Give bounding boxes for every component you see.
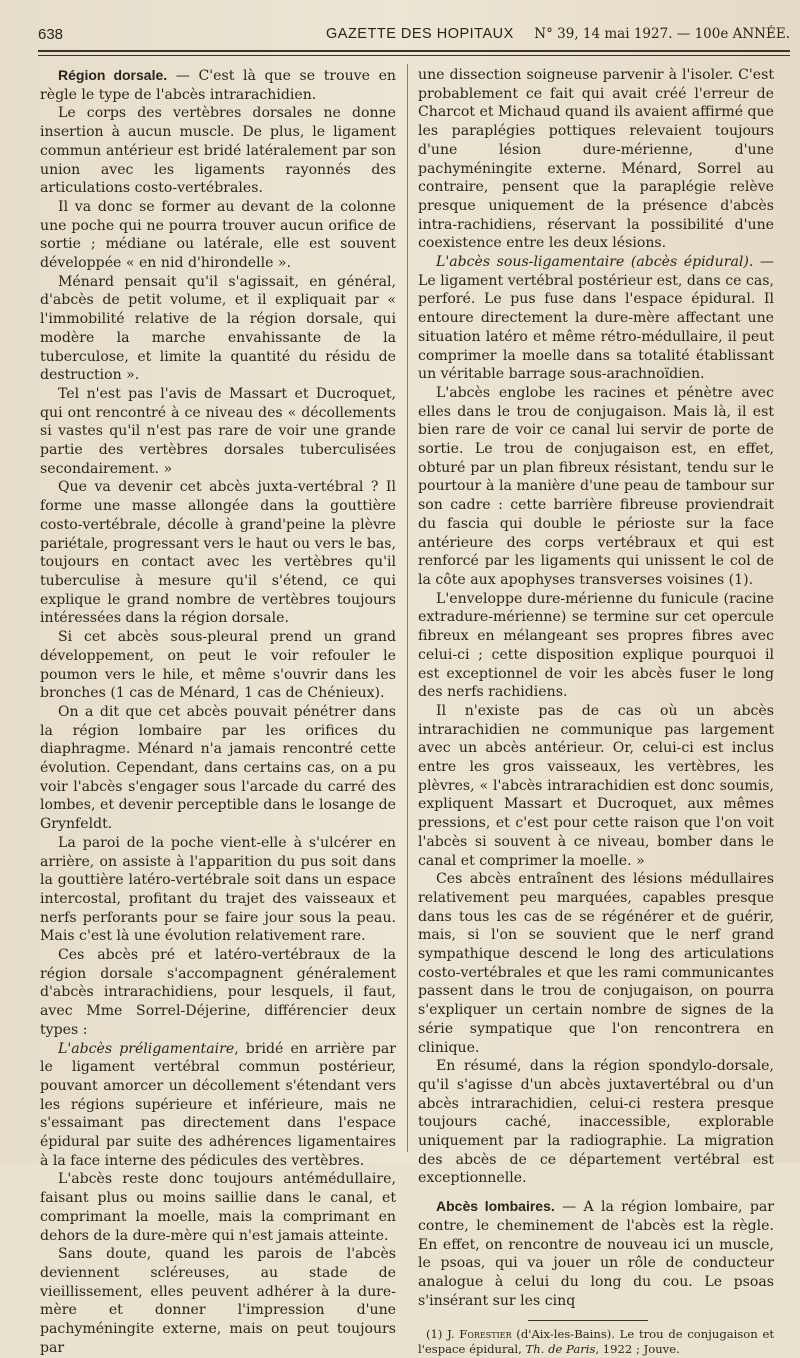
- section-heading: Région dorsale.: [58, 67, 168, 83]
- footnote: (1) J. Forestier (d'Aix-les-Bains). Le trou de conjugaison et l'espace épidural, Th. de Paris, 1922 ; Jouve.: [418, 1327, 774, 1357]
- paragraph: Sans doute, quand les parois de l'abcès deviennent scléreuses, au stade de vieillissement, elles peuvent adhérer à la dure-mère et donner l'impression d'une pachyméningite externe, mais on peut toujours par: [40, 1246, 396, 1356]
- paragraph: La paroi de la poche vient-elle à s'ulcérer en arrière, on assiste à l'apparition du pus soit dans la gouttière latéro-vertébrale soit dans un espace intercostal, profitant du trajet des vaisseaux et nerfs perforants pour se faire jour sous la peau. Mais c'est là une évolution relativement rare.: [40, 834, 396, 945]
- page-number: 638: [38, 26, 64, 43]
- paragraph: L'abcès englobe les racines et pénètre avec elles dans le trou de conjugaison. Mais là, il est bien rare de voir ce canal lui servir de porte de sortie. Le trou de conjugaison est, en effet, obturé par un plan fibreux résistant, tendu sur le pourtour à la manière d'une peau de tambour sur son cadre : cette barrière fibreuse proviendrait du fascia qui double le périoste sur la face antérieure des corps vertébraux et qui est renforcé par les ligaments qui unissent le col de la côte aux apophyses transverses voisines (1).: [418, 384, 774, 588]
- footnote-rule: [528, 1320, 648, 1321]
- section-heading: Abcès lombaires.: [436, 1198, 555, 1215]
- spacer: [418, 1188, 774, 1197]
- footnote-author: Forestier: [459, 1327, 512, 1342]
- paragraph: Région dorsale. — C'est là que se trouve en règle le type de l'abcès intrarachidien.: [40, 67, 396, 103]
- paragraph: Ménard pensait qu'il s'agissait, en général, d'abcès de petit volume, et il expliquait par « l'immobilité relative de la région dorsale, qui modère la marche envahissante de la tuberculose, et limite la quantité du résidu de destruction ».: [40, 273, 396, 384]
- paragraph: une dissection soigneuse parvenir à l'isoler. C'est probablement ce fait qui avait créé l'erreur de Charcot et Michaud quand ils avaient affirmé que les paraplégies pottiques relevaient toujours d'une lésion dure-mérienne, d'une pachyméningite externe. Ménard, Sorrel au contraire, pensent que la paraplégie relève presque uniquement de la présence d'abcès intra-rachidiens, réservant la possibilité d'une coexistence entre les deux lésions.: [418, 67, 774, 252]
- paragraph: Il va donc se former au devant de la colonne une poche qui ne pourra trouver aucun orifice de sortie ; médiane ou latérale, elle est souvent développée « en nid d'hirondelle ».: [40, 198, 396, 272]
- header-rule-thin: [38, 55, 790, 56]
- paragraph: En résumé, dans la région spondylo-dorsale, qu'il s'agisse d'un abcès juxtavertébral ou d'un abcès intrarachidien, celui-ci restera presque toujours caché, inaccessible, explorable uniquement par la radiographie. La migration des abcès de ce département vertébral est exceptionnelle.: [418, 1058, 774, 1187]
- right-column: [418, 66, 774, 1357]
- paragraph: L'enveloppe dure-mérienne du funicule (racine extradure-mérienne) se termine sur cet opercule fibreux en mélangeant ses propres fibres avec celui-ci ; cette disposition explique pourquoi il est exceptionnel de voir les abcès fuser le long des nerfs rachidiens.: [418, 590, 774, 701]
- journal-title: GAZETTE DES HOPITAUX: [326, 26, 514, 42]
- italic-heading: L'abcès sous-ligamentaire (abcès épidural).: [436, 254, 754, 271]
- header-rule: [38, 50, 790, 52]
- footnote-title: Th. de Paris: [525, 1342, 596, 1357]
- paragraph: Si cet abcès sous-pleural prend un grand développement, on peut le voir refouler le poumon vers le hile, et même s'ouvrir dans les bronches (1 cas de Ménard, 1 cas de Chénieux).: [40, 629, 396, 702]
- paragraph: Ces abcès pré et latéro-vertébraux de la région dorsale s'accompagnent généralement d'abcès intrarachidiens, pour lesquels, il faut, avec Mme Sorrel-Déjerine, différencier deux types :: [40, 947, 396, 1038]
- paragraph: Tel n'est pas l'avis de Massart et Ducroquet, qui ont rencontré à ce niveau des « décollements si vastes qu'il n'est pas rare de voir une grande partie des vertèbres dorsales tuberculisées secondairement. »: [40, 385, 396, 477]
- paragraph: Le corps des vertèbres dorsales ne donne insertion à aucun muscle. De plus, le ligament commun antérieur est bridé latéralement par son union avec les ligaments rayonnés des articulations costo-vertébrales.: [40, 105, 396, 197]
- paragraph: Que va devenir cet abcès juxta-vertébral ? Il forme une masse allongée dans la gouttière costo-vertébrale, décolle à grand'peine la plèvre pariétale, progressant vers le haut ou vers le bas, toujours en contact avec les vertèbres qu'il tuberculise à mesure qu'il s'étend, ce qui explique le grand nombre de vertèbres toujours intéressées dans la région dorsale.: [40, 479, 396, 627]
- page-header: [38, 26, 790, 48]
- paragraph: Il n'existe pas de cas où un abcès intrarachidien ne communique pas largement avec un abcès antérieur. Or, celui-ci est inclus entre les gros vaisseaux, les vertèbres, les plèvres, « l'abcès intrarachidien est donc soumis, expliquent Massart et Ducroquet, aux mêmes pressions, et c'est pour cette raison que l'on voit l'abcès si souvent à ce niveau, bomber dans le canal et comprimer la moelle. »: [418, 702, 774, 869]
- paragraph: Abcès lombaires. — A la région lombaire, par contre, le cheminement de l'abcès est la règle. En effet, on rencontre de nouveau ici un muscle, le psoas, qui va jouer un rôle de conducteur analogue à celui du long du cou. Le psoas s'insérant sur les cinq: [418, 1198, 775, 1309]
- column-divider: [407, 64, 408, 1152]
- issue-info: N° 39, 14 mai 1927. — 100e ANNÉE.: [534, 26, 790, 42]
- paragraph: L'abcès sous-ligamentaire (abcès épidural). — Le ligament vertébral postérieur est, dans ce cas, perforé. Le pus fuse dans l'espace épidural. Il entoure directement la dure-mère affectant une situation latéro et même rétro-médullaire, il peut comprimer la moelle dans sa totalité établissant un véritable barrage sous-arachnoïdien.: [418, 254, 774, 383]
- paragraph: Ces abcès entraînent des lésions médullaires relativement peu marquées, capables presque dans tous les cas de se régénérer et de guérir, mais, si l'on se souvient que le nerf grand sympathique descend le long des articulations costo-vertébrales et que les rami communicantes passent dans le trou de conjugaison, on pourra s'expliquer un certain nombre de signes de la série sympatique que l'on rencontrera en clinique.: [418, 871, 774, 1056]
- italic-term: L'abcès préligamentaire: [58, 1040, 235, 1057]
- paragraph: On a dit que cet abcès pouvait pénétrer dans la région lombaire par les orifices du diaphragme. Ménard n'a jamais rencontré cette évolution. Cependant, dans certains cas, on a pu voir l'abcès s'engager sous l'arcade du carré des lombes, et devenir perceptible dans le losange de Grynfeldt.: [40, 703, 396, 833]
- paragraph: L'abcès reste donc toujours antémédullaire, faisant plus ou moins saillie dans le canal, et comprimant la moelle, mais la comprimant en dehors de la dure-mère qui n'est jamais atteinte.: [40, 1171, 396, 1244]
- left-column: [40, 66, 396, 1358]
- paragraph: L'abcès préligamentaire, bridé en arrière par le ligament vertébral commun postérieur, pouvant amorcer un décollement s'étendant vers les régions supérieure et inférieure, mais ne s'essaimant pas directement dans l'espace épidural par suite des adhérences ligamentaires à la face interne des pédicules des vertèbres.: [40, 1040, 396, 1169]
